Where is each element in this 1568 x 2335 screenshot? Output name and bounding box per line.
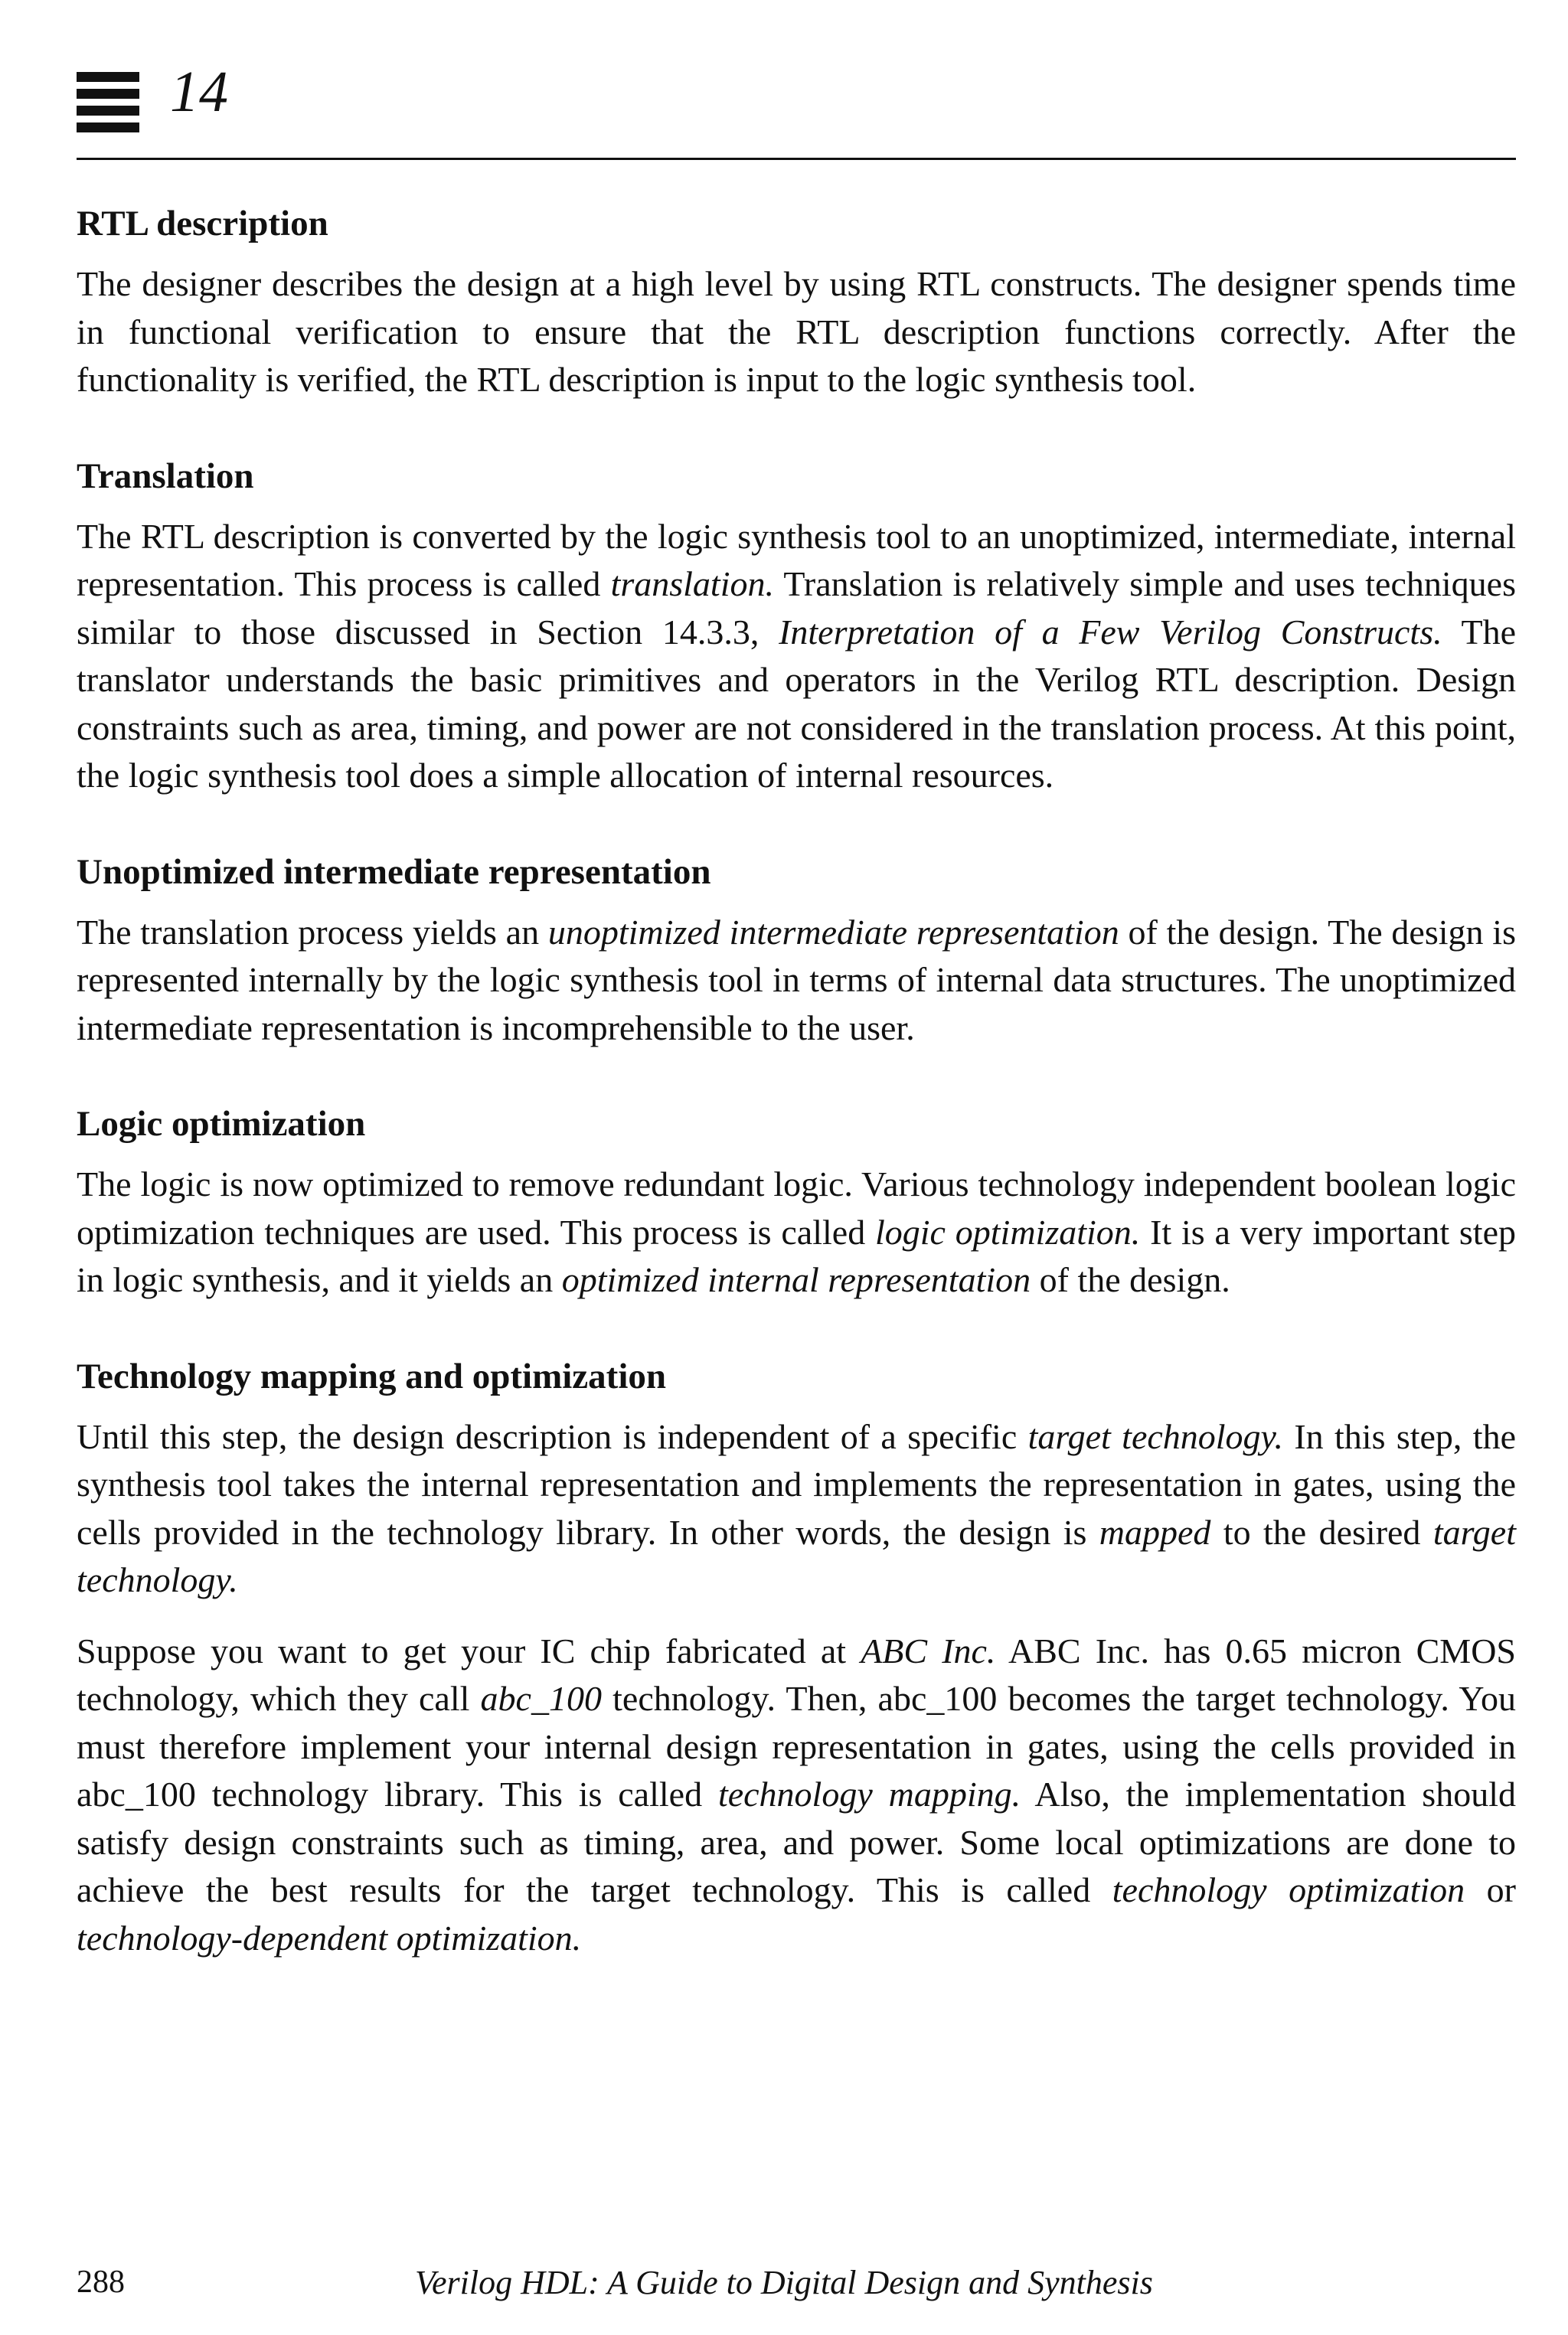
text-run: The translator understands the basic primitives and operators in the Verilog RTL description. Design constraints such as area, timing, and power are not considered in the translation process. At this point, the logic synthesis tool does a simple allocation of internal resources. — [77, 612, 1517, 795]
text-run: technology. Then, abc_100 becomes the target technology. You must therefore implement your internal design representation in gates, using the cells provided in abc_100 technology library. This is called — [77, 1679, 1516, 1814]
text-run: Translation is relatively simple and uses techniques similar to those discussed in Section 14.3.3, — [77, 564, 1516, 652]
text-run: The logic is now optimized to remove redundant logic. Various technology independent boolean logic optimization techniques are used. This process is called — [77, 1164, 1516, 1252]
section-heading: Technology mapping and optimization — [77, 1356, 667, 1396]
section — [77, 1354, 1516, 1963]
section-heading: Logic optimization — [77, 1104, 366, 1144]
page-footer — [77, 2266, 1516, 2312]
text-run: It is a very important step in logic synthesis, and it yields an — [77, 1212, 1517, 1299]
text-run: The designer describes the design at a high level by using RTL constructs. The designer spends time in functional verification to ensure that the RTL description functions correctly. After the functionality is verified, the RTL description is input to the logic synthesis tool. — [77, 264, 1516, 399]
body-paragraph — [77, 1161, 1516, 1305]
italic-term: ABC Inc. — [861, 1631, 996, 1670]
body-paragraph — [77, 513, 1516, 800]
text-run: to the desired — [1210, 1512, 1433, 1552]
italic-term: optimized internal representation — [561, 1260, 1031, 1299]
chapter-header — [77, 60, 1516, 167]
text-run: of the design. — [1031, 1260, 1230, 1299]
text-run: or — [1465, 1870, 1516, 1909]
body-paragraph — [77, 260, 1516, 404]
section-heading: Unoptimized intermediate representation — [77, 851, 711, 892]
text-run: of the design. The design is represented internally by the logic synthesis tool in terms of internal data structures. The unoptimized intermediate representation is incomprehensible to the user. — [77, 912, 1516, 1047]
body-paragraph — [77, 1628, 1516, 1963]
page-body — [77, 201, 1516, 2011]
italic-term: target technology. — [77, 1512, 1516, 1599]
body-paragraph — [77, 1413, 1516, 1605]
italic-term: technology optimization — [1112, 1870, 1465, 1909]
text-run: In this step, the synthesis tool takes the internal representation and implements the representation in gates, using the cells provided in the technology library. In other words, the design is — [77, 1416, 1517, 1552]
body-paragraph — [77, 909, 1516, 1053]
section — [77, 201, 1516, 404]
header-rule — [77, 158, 1516, 160]
section — [77, 453, 1516, 800]
italic-term: abc_100 — [480, 1679, 602, 1718]
italic-term: logic optimization. — [875, 1212, 1141, 1252]
section — [77, 849, 1516, 1053]
italic-term: target technology. — [1027, 1416, 1283, 1456]
text-run: ABC Inc. has 0.65 micron CMOS technology, which they call — [77, 1631, 1517, 1718]
chapter-number: 14 — [170, 60, 228, 124]
italic-term: translation. — [610, 564, 774, 603]
text-run: Also, the implementation should satisfy design constraints such as timing, area, and power. Some local optimizations are done to achieve the best results for the target technology. This is called — [77, 1775, 1516, 1909]
section-heading: RTL description — [77, 204, 328, 243]
running-title: Verilog HDL: A Guide to Digital Design and Synthesis — [415, 2264, 1153, 2301]
italic-term: unoptimized intermediate representation — [547, 912, 1119, 952]
text-run: Suppose you want to get your IC chip fabricated at — [77, 1631, 861, 1670]
section-heading: Translation — [77, 456, 254, 496]
section — [77, 1101, 1516, 1305]
italic-term: technology mapping. — [717, 1775, 1021, 1814]
text-run: The translation process yields an — [77, 912, 548, 952]
page-number: 288 — [77, 2265, 125, 2300]
text-run: Until this step, the design description is independent of a specific — [77, 1416, 1028, 1456]
italic-term: mapped — [1099, 1512, 1211, 1552]
italic-term: Interpretation of a Few Verilog Constructs. — [779, 612, 1442, 652]
italic-term: technology-dependent optimization. — [77, 1918, 582, 1958]
chapter-marker-icon — [77, 72, 139, 149]
text-run: The RTL description is converted by the logic synthesis tool to an unoptimized, intermediate, internal representation. This process is called — [77, 516, 1516, 603]
